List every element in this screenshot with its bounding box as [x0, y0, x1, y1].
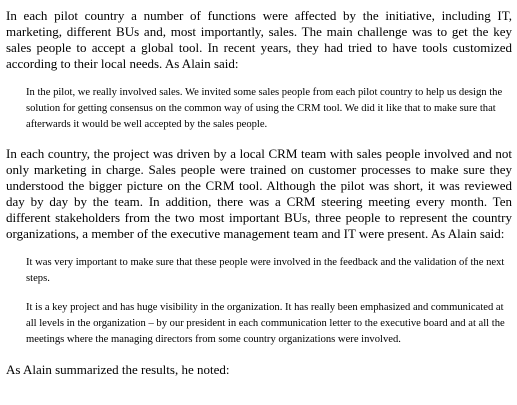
body-paragraph: As Alain summarized the results, he noted: — [6, 362, 230, 377]
body-paragraph: In each pilot country a number of functions were affected by the initiative, including IT, marketing, different BUs and, most importantly, sales. The main challenge was to get the key sales people to accept a global tool. In recent years, they had tried to have tools customized according to their local needs. As Alain said: — [6, 8, 512, 71]
block-quote: It was very important to make sure that these people were involved in the feedback and the validation of the next steps. — [26, 257, 505, 284]
body-paragraph: In each country, the project was driven by a local CRM team with sales people involved and not only marketing in charge. Sales people were trained on customer processes to make sure they understood the bigger picture on the CRM tool. Although the pilot was short, it was reviewed day by day by the team. In addition, there was a CRM steering meeting every month. Ten different stakeholders from the two most important BUs, three people to represent the country organizations, a member of the executive management team and IT were present. As Alain said: — [6, 146, 512, 241]
document-page — [6, 8, 512, 378]
block-quote: In the pilot, we really involved sales. We invited some sales people from each pilot country to help us design the solution for getting consensus on the common way of using the CRM tool. We did it like that to make sure that afterwards it would be well accepted by the sales people. — [26, 87, 503, 130]
block-quote: It is a key project and has huge visibility in the organization. It has really been emphasized and communicated at all levels in the organization – by our president in each communication letter to the executive board and at all the meetings where the managing directors from some country organizations were involved. — [26, 302, 505, 345]
